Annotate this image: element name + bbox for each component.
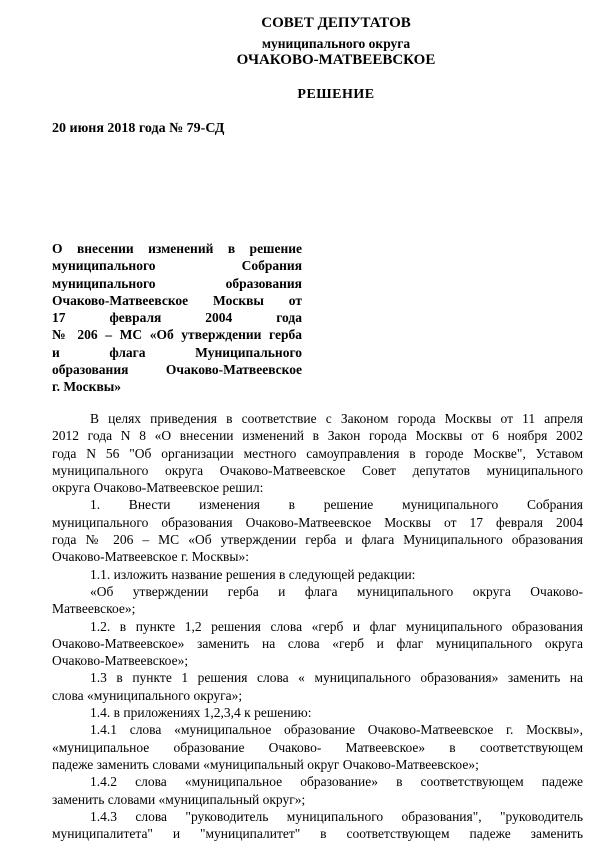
district-name: ОЧАКОВО-МАТВЕЕВСКОЕ [236,52,436,68]
body-line: года N 56 "Об организации местного самоуправления в городе Москве", Уставом [52,445,583,461]
subject-line: г. Москвы» [52,379,122,395]
body-line: муниципального округа Очаково-Матвеевское Совет депутатов муниципального [52,462,583,478]
body-line: «муниципальное образование Очаково- Матвеевское» в соответствующем [52,739,583,755]
body-line: года № 206 – МС «Об утверждении герба и флага Муниципального образования [52,532,583,548]
decision-heading: РЕШЕНИЕ [297,87,375,102]
body-line: муниципального образования Очаково-Матвеевское Москвы от 17 февраля 2004 [52,514,583,530]
body-line: Очаково-Матвеевское»; [52,653,189,669]
subject-line: 17 февраля 2004 года [52,310,302,326]
body-line: падеже заменить словами «муниципальный округ Очаково-Матвеевское»; [52,756,479,772]
body-line: Очаково-Матвеевское г. Москвы»: [52,549,249,565]
subject-line: муниципального образования [52,275,302,291]
body-line: Матвеевское»; [52,601,136,617]
body-line: 2012 года N 8 «О внесении изменений в Закон города Москвы от 6 ноября 2002 [52,428,583,444]
body-line: «Об утверждении герба и флага муниципального округа Очаково- [90,583,583,599]
body-line: 1.3 в пункте 1 решения слова « муниципального образования» заменить на [90,670,583,686]
subject-line: образования Очаково-Матвеевское [52,362,302,378]
body-line: заменить словами «муниципальный округ»; [52,791,306,807]
subject-line: муниципального Собрания [52,258,302,274]
subject-line: Очаково-Матвеевское Москвы от [52,292,302,308]
decision-date-number: 20 июня 2018 года № 79-СД [52,121,225,136]
body-line: 1. Внести изменения в решение муниципального Собрания [90,497,583,513]
body-line: 1.2. в пункте 1,2 решения слова «герб и флаг муниципального образования [90,618,583,634]
subject-line: О внесении изменений в решение [52,241,302,256]
district-label: муниципального округа [261,36,411,51]
subject-line: № 206 – МС «Об утверждении герба [52,327,302,343]
body-line: В целях приведения в соответствие с Законом города Москвы от 11 апреля [90,411,583,426]
body-line: 1.4.1 слова «муниципальное образование Очаково-Матвеевское г. Москвы», [90,722,583,738]
council-title: СОВЕТ ДЕПУТАТОВ [261,15,411,31]
body-line: Очаково-Матвеевское» заменить на слова «герб и флаг муниципального округа [52,635,583,651]
decision-subject [52,240,302,396]
body-line: 1.4.3 слова "руководитель муниципального образования", "руководитель [90,808,583,824]
body-line: 1.4. в приложениях 1,2,3,4 к решению: [90,705,312,721]
decision-body [52,410,583,842]
body-line: слова «муниципального округа»; [52,687,243,703]
body-line: 1.4.2 слова «муниципальное образование» в соответствующем падеже [90,774,583,790]
subject-line: и флага Муниципального [52,344,302,360]
body-line: 1.1. изложить название решения в следующей редакции: [90,566,416,582]
body-line: округа Очаково-Матвеевское решил: [52,480,264,496]
body-line: муниципалитета" и "муниципалитет" в соответствующем падеже заменить [52,826,583,842]
